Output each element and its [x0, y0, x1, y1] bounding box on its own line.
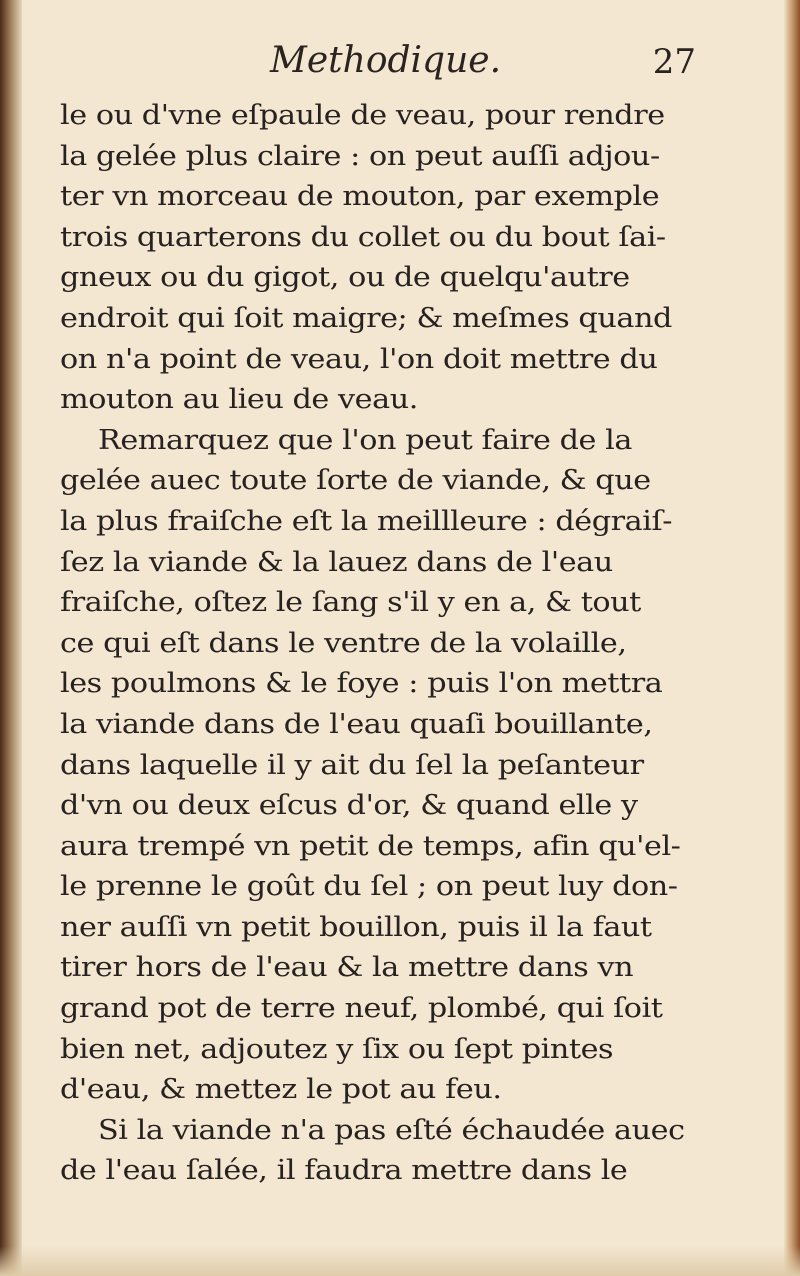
body-text	[60, 96, 700, 1192]
text-line: gelée auec toute ſorte de viande, & que	[60, 465, 651, 497]
text-line: la gelée plus claire : on peut auſſi adjou-	[60, 140, 660, 172]
text-line: fraiſche, oſtez le ſang s'il y en a, & tout	[60, 587, 641, 619]
text-line: dans laquelle il y ait du ſel la peſanteur	[60, 749, 644, 781]
page-number: 27	[652, 42, 696, 82]
paragraph-start-line: Remarquez que l'on peut faire de la	[98, 424, 632, 456]
text-line: bien net, adjoutez y ſix ou ſept pintes	[60, 1033, 614, 1065]
page-edge	[784, 0, 800, 1276]
text-line: la plus fraiſche eſt la meillleure : dégraiſ-	[60, 505, 672, 537]
text-line: la viande dans de l'eau quaſi bouillante,	[60, 708, 653, 740]
page-header	[60, 40, 696, 90]
text-line: le prenne le goût du ſel ; on peut luy don-	[60, 871, 678, 903]
running-head: Methodique.	[270, 40, 502, 81]
text-line: ſez la viande & la lauez dans de l'eau	[60, 546, 613, 578]
text-line: on n'a point de veau, l'on doit mettre du	[60, 343, 658, 375]
text-line: gneux ou du gigot, ou de quelqu'autre	[60, 262, 630, 294]
text-line: endroit qui ſoit maigre; & meſmes quand	[60, 302, 672, 334]
text-line: d'eau, & mettez le pot au feu.	[60, 1074, 502, 1106]
page-gutter	[0, 0, 22, 1276]
text-line: ner auſſi vn petit bouillon, puis il la faut	[60, 911, 652, 943]
text-line: grand pot de terre neuf, plombé, qui ſoit	[60, 993, 663, 1025]
text-line: aura trempé vn petit de temps, afin qu'el-	[60, 830, 681, 862]
text-line: d'vn ou deux eſcus d'or, & quand elle y	[60, 790, 638, 822]
paragraph-start-line: Si la viande n'a pas eſté échaudée auec	[98, 1114, 685, 1146]
page-bottom-edge	[0, 1246, 800, 1276]
text-line: ce qui eſt dans le ventre de la volaille,	[60, 627, 627, 659]
text-line: le ou d'vne eſpaule de veau, pour rendre	[60, 100, 665, 131]
text-line: trois quarterons du collet ou du bout ſai-	[60, 221, 666, 253]
text-line: tirer hors de l'eau & la mettre dans vn	[60, 952, 634, 984]
text-line: ter vn morceau de mouton, par exemple	[60, 181, 660, 213]
text-line: mouton au lieu de veau.	[60, 384, 418, 416]
text-line: les poulmons & le foye : puis l'on mettra	[60, 668, 663, 700]
text-line: de l'eau ſalée, il faudra mettre dans le	[60, 1155, 628, 1187]
